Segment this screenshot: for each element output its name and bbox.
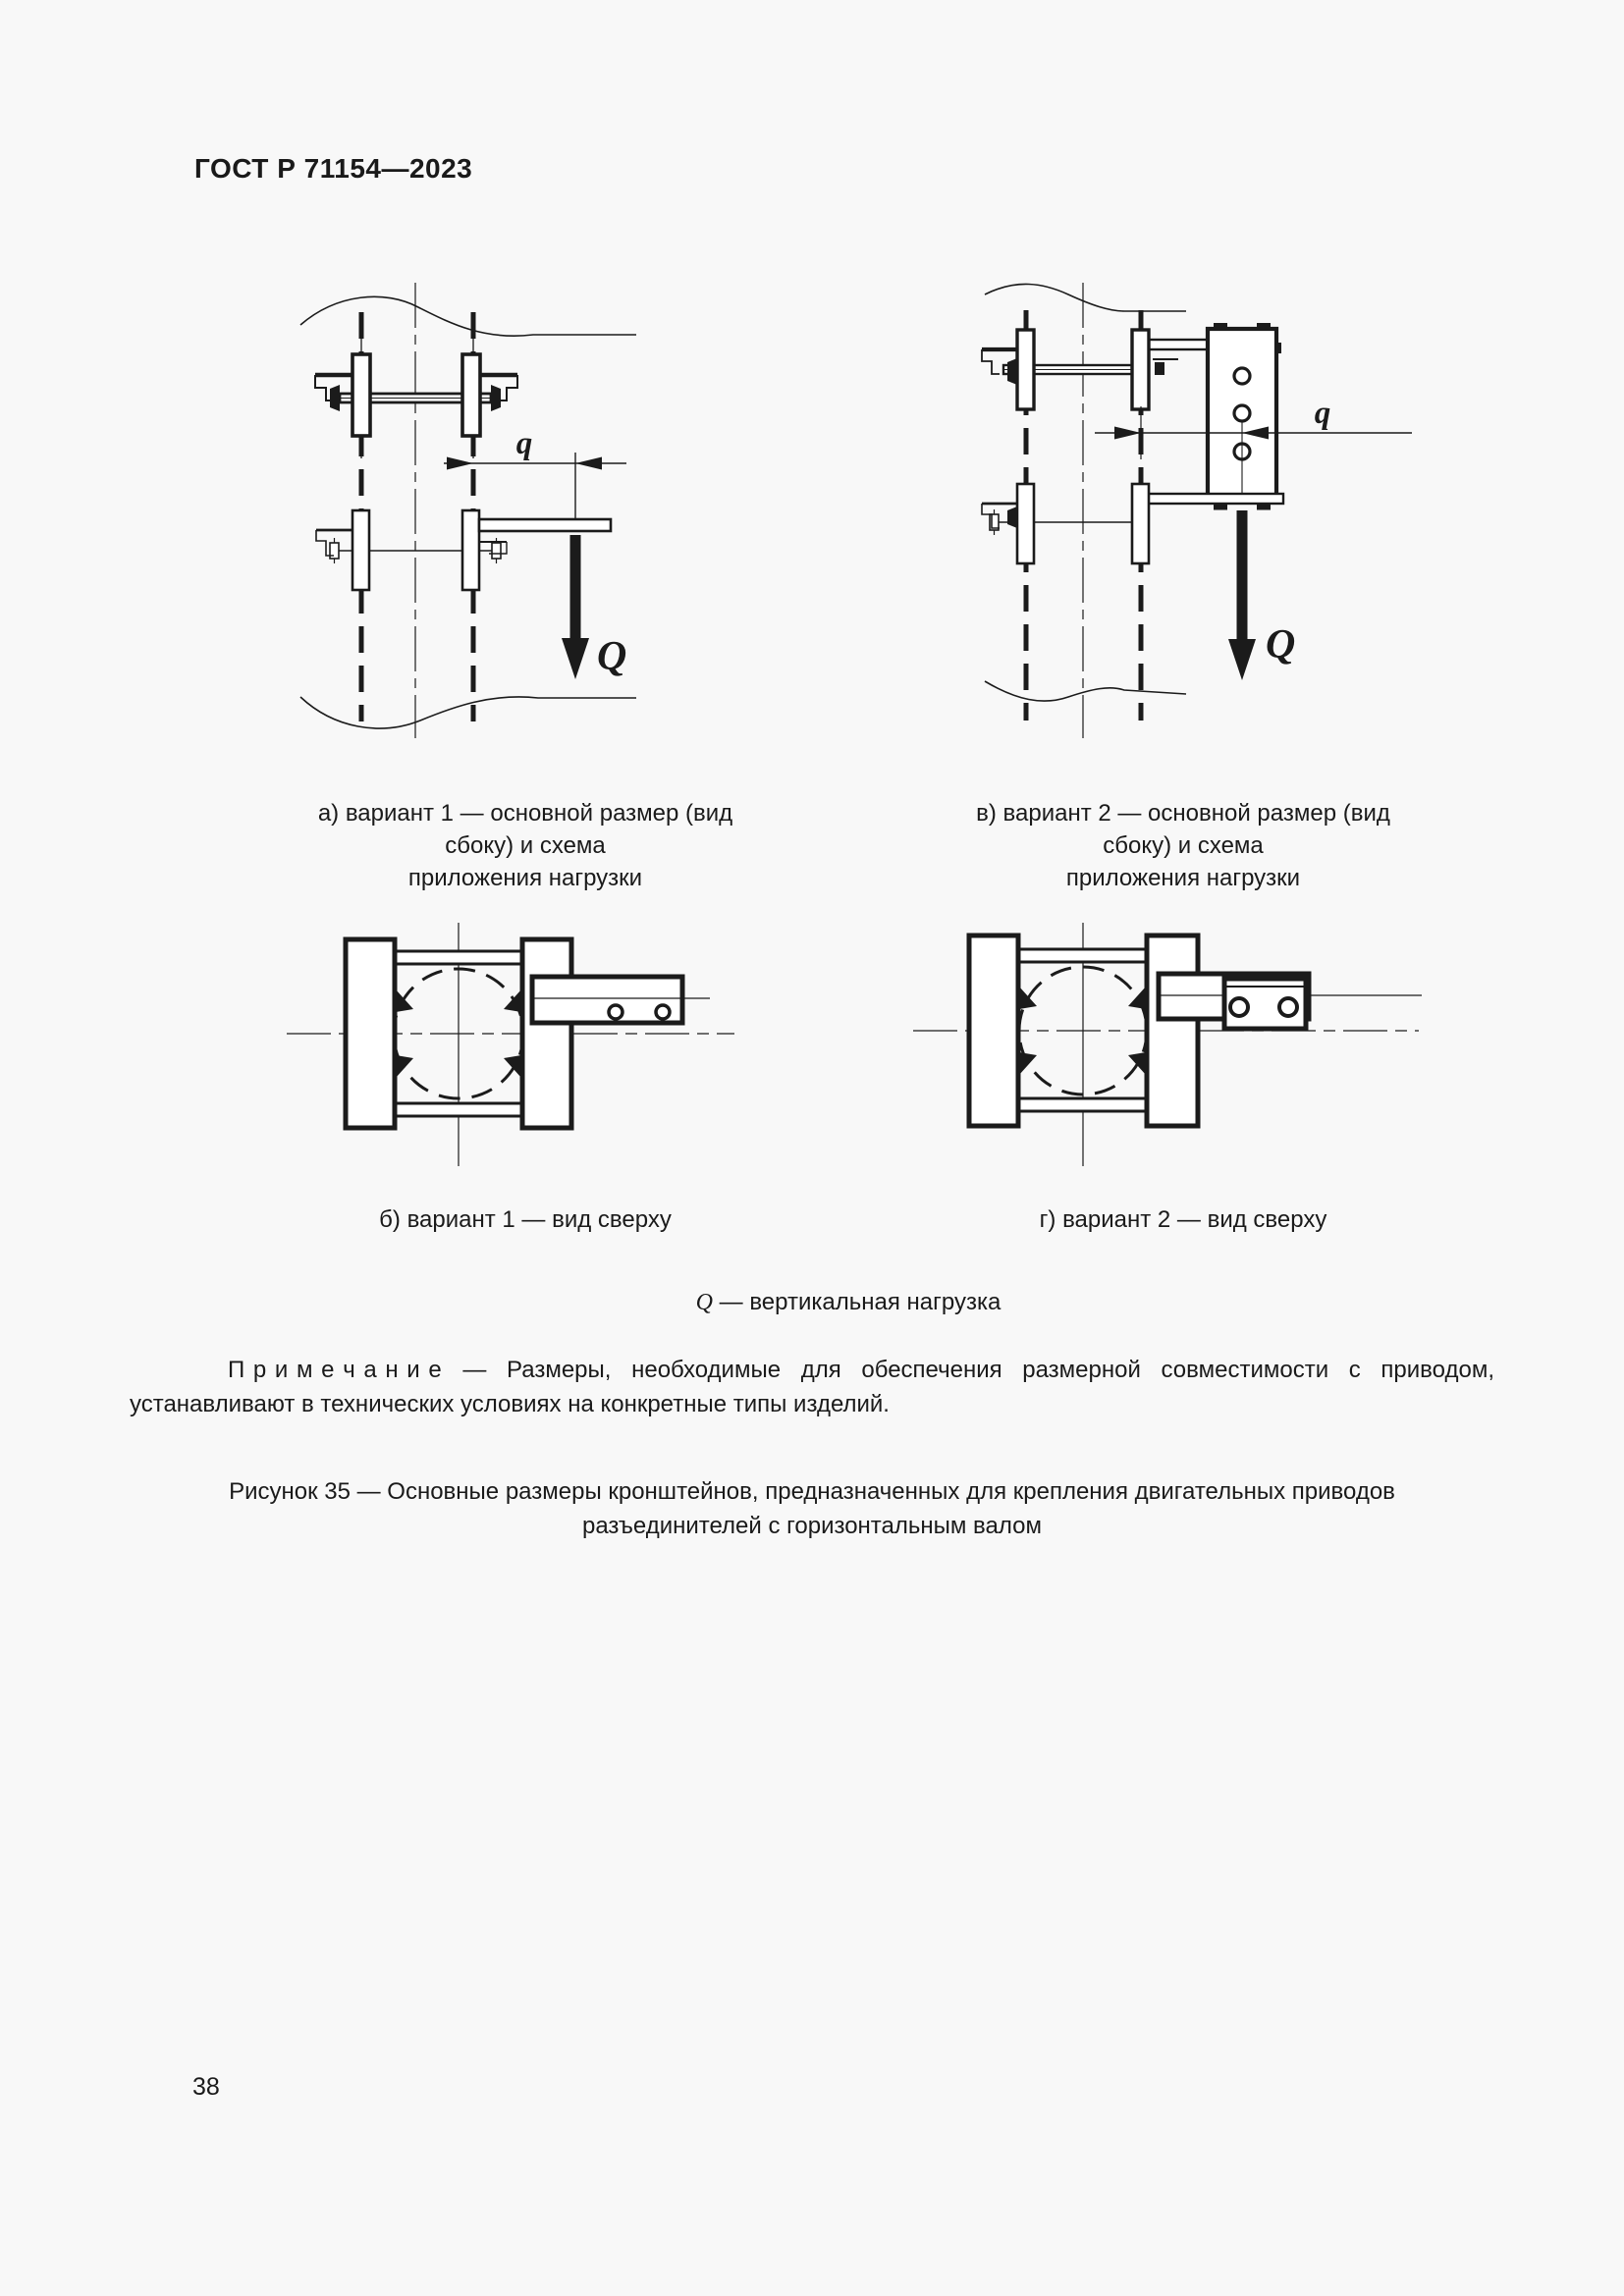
bracket-hole: [1234, 368, 1250, 384]
side-view-variant-1-diagram: [265, 265, 697, 756]
legend-symbol: Q: [695, 1290, 713, 1315]
tie-bar-top: [395, 951, 522, 964]
note-text-line1: — Размеры, необходимые для обеспечения размерной совместимости с приводом,: [462, 1357, 1494, 1383]
plate-hole: [1279, 998, 1297, 1016]
dimension-label-q: q: [515, 426, 533, 461]
caption-variant-2-top: г) вариант 2 — вид сверху: [1039, 1206, 1327, 1233]
tie-bar-top: [1018, 949, 1147, 962]
break-line-top: [985, 284, 1186, 311]
upper-clamp-assembly: [982, 330, 1209, 409]
plate-hole: [656, 1005, 670, 1019]
bottom-plate: [1146, 494, 1283, 504]
caption-variant-2-side: в) вариант 2 — основной размер (вид сбоку) и схема приложения нагрузки: [976, 800, 1390, 891]
page-number: 38: [192, 2073, 220, 2101]
plate-hole: [609, 1005, 623, 1019]
note-block: [130, 1353, 1494, 1421]
caption-variant-1-top: б) вариант 1 — вид сверху: [379, 1206, 672, 1233]
mounting-plate: [479, 519, 611, 531]
break-line-bottom: [985, 681, 1186, 701]
break-line-bottom: [300, 697, 636, 728]
dimension-label-q: q: [1314, 396, 1331, 431]
load-arrow-Q: [1228, 510, 1295, 680]
break-line-top: [300, 296, 636, 336]
caption-variant-1-side: а) вариант 1 — основной размер (вид сбоку) и схема приложения нагрузки: [317, 800, 733, 891]
lower-clamp-assembly: [982, 484, 1149, 563]
legend-q: [554, 1289, 1143, 1316]
legend-text: — вертикальная нагрузка: [719, 1289, 1001, 1315]
lower-clamp-assembly: [316, 510, 611, 590]
plate-hole: [1230, 998, 1248, 1016]
load-label-Q: Q: [597, 634, 627, 679]
top-view-variant-1-diagram: [275, 913, 746, 1168]
page-title: ГОСТ Р 71154—2023: [194, 153, 473, 184]
note-label: П р и м е ч а н и е: [228, 1357, 443, 1383]
load-arrow-Q: [562, 535, 626, 679]
clamp-bar-right: [522, 939, 571, 1128]
drive-bracket: [1146, 323, 1283, 510]
top-view-variant-2-diagram: [903, 913, 1434, 1168]
load-label-Q: Q: [1266, 622, 1296, 667]
tie-bar-bottom: [395, 1103, 522, 1116]
clamp-bar-left: [969, 935, 1018, 1126]
upper-clamp-assembly: [315, 334, 517, 458]
tie-bar-bottom: [1018, 1098, 1147, 1111]
clamp-bar-right: [1147, 935, 1198, 1126]
clamp-bar-left: [346, 939, 395, 1128]
bracket-hole: [1234, 405, 1250, 421]
side-view-variant-2-diagram: [933, 265, 1434, 756]
note-text-line2: устанавливают в технических условиях на конкретные типы изделий.: [130, 1391, 890, 1417]
figure-caption: Рисунок 35 — Основные размеры кронштейнов, предназначенных для крепления двигательных приводов разъединителей с горизонтальным валом: [229, 1478, 1395, 1539]
